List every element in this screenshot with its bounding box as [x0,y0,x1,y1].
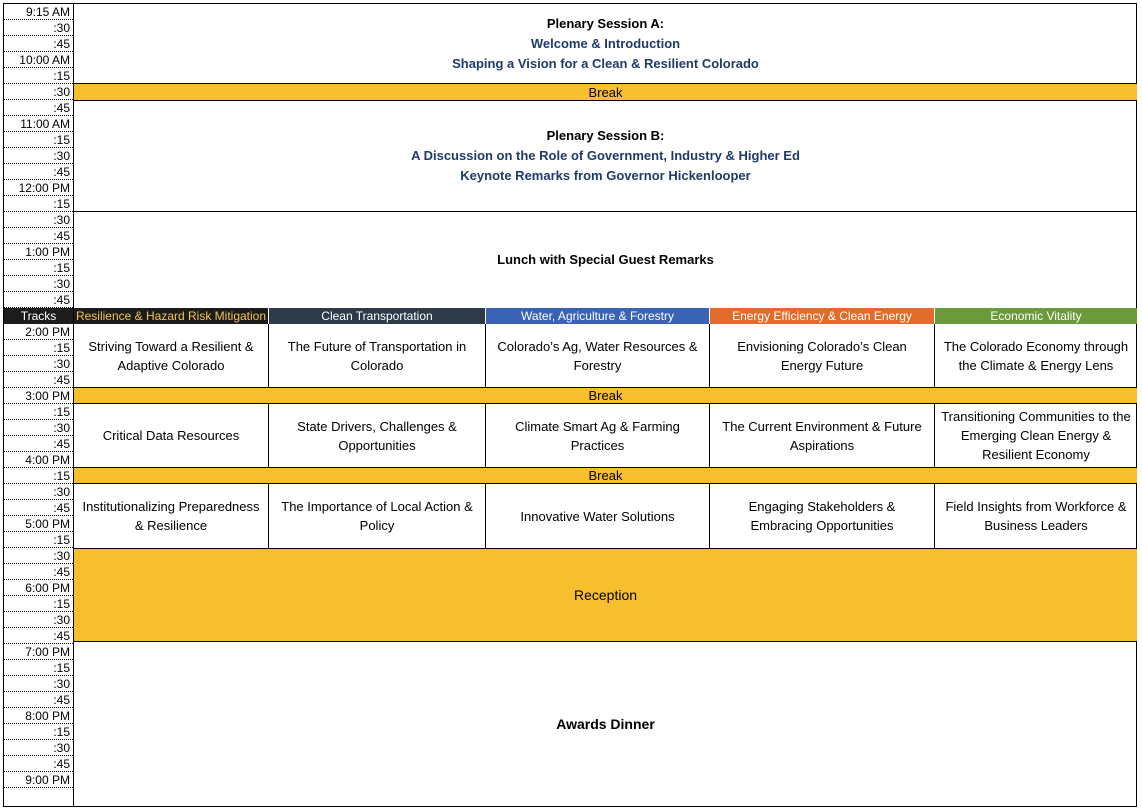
time-label: :30 [4,20,73,36]
time-label: :45 [4,164,73,180]
lunch-label: Lunch with Special Guest Remarks [497,252,714,267]
time-label: 9:00 PM [4,772,73,788]
session-1-economic[interactable]: The Colorado Economy through the Climate & Energy Lens [943,338,1129,373]
session-3-transportation[interactable]: The Importance of Local Action & Policy [269,484,486,548]
time-label: :15 [4,68,73,84]
time-label: :30 [4,84,73,100]
track-header-energy: Energy Efficiency & Clean Energy [710,308,935,324]
session-1-resilience[interactable]: Striving Toward a Resilient & Adaptive Colorado [74,324,269,387]
time-label: :15 [4,468,73,484]
break-bar-3 [74,468,1137,483]
time-label: :30 [4,740,73,756]
track-header-transportation: Clean Transportation [269,308,486,324]
time-label: 12:00 PM [4,180,73,196]
time-label: 2:00 PM [4,324,73,340]
session-1-energy[interactable]: Envisioning Colorado’s Clean Energy Future [710,324,935,387]
time-label: :30 [4,356,73,372]
time-label: :45 [4,228,73,244]
tracks-label: Tracks [4,308,73,324]
time-label: :30 [4,676,73,692]
reception-block[interactable] [74,549,1137,641]
break-label: Break [588,84,623,100]
time-label: :45 [4,372,73,388]
session-3-economic[interactable]: Field Insights from Workforce & Business Leaders [945,499,1127,533]
time-label: 7:00 PM [4,644,73,660]
plenary-b-title: Plenary Session B: [546,128,665,143]
track-header-economic: Economic Vitality [935,308,1137,324]
time-label: :45 [4,756,73,772]
time-label: 3:00 PM [4,388,73,404]
time-label: :15 [4,532,73,548]
reception-label: Reception [573,587,638,603]
time-label: :30 [4,212,73,228]
time-label: 11:00 AM [4,116,73,132]
time-label: :30 [4,484,73,500]
time-label: 6:00 PM [4,580,73,596]
time-label: :15 [4,724,73,740]
time-label: :15 [4,340,73,356]
track-header-water: Water, Agriculture & Forestry [486,308,710,324]
time-label: :45 [4,36,73,52]
time-label: 1:00 PM [4,244,73,260]
session-2-energy[interactable]: The Current Environment & Future Aspirations [710,404,935,467]
session-2-water[interactable]: Climate Smart Ag & Farming Practices [486,404,710,467]
agenda-grid [3,3,1137,807]
time-label: :30 [4,548,73,564]
time-label: :45 [4,564,73,580]
break-label: Break [588,468,623,483]
time-label: 4:00 PM [4,452,73,468]
time-label: :15 [4,196,73,212]
session-3-energy[interactable]: Engaging Stakeholders & Embracing Opportunities [710,484,935,548]
awards-dinner-block[interactable] [74,642,1137,806]
time-label: :45 [4,292,73,308]
session-1-water[interactable]: Colorado’s Ag, Water Resources & Forestry [486,324,710,387]
break-bar-1 [74,84,1137,100]
plenary-b-line2: Keynote Remarks from Governor Hickenlooper [460,168,751,183]
plenary-a-line2: Shaping a Vision for a Clean & Resilient Colorado [452,56,759,71]
lunch-block[interactable] [74,212,1137,308]
session-2-resilience[interactable]: Critical Data Resources [74,404,269,467]
session-2-transportation[interactable]: State Drivers, Challenges & Opportunities [269,404,486,467]
time-label: :15 [4,660,73,676]
time-label: :15 [4,132,73,148]
time-label: :30 [4,148,73,164]
session-3-resilience[interactable]: Institutionalizing Preparedness & Resilience [74,484,269,548]
time-label: :30 [4,276,73,292]
time-label: 9:15 AM [4,4,73,20]
plenary-a-line1: Welcome & Introduction [530,36,681,51]
session-2-economic[interactable]: Transitioning Communities to the Emerging Clean Energy & Resilient Economy [941,409,1131,462]
time-label: 8:00 PM [4,708,73,724]
awards-dinner-label: Awards Dinner [556,716,655,732]
time-label: :30 [4,420,73,436]
time-label: :30 [4,612,73,628]
break-bar-2 [74,388,1137,403]
break-label: Break [588,388,623,403]
time-label: 5:00 PM [4,516,73,532]
time-label: :15 [4,260,73,276]
session-3-water[interactable]: Innovative Water Solutions [486,484,710,548]
track-header-resilience: Resilience & Hazard Risk Mitigation [74,308,269,324]
session-1-transportation[interactable]: The Future of Transportation in Colorado [269,324,486,387]
time-label: :45 [4,692,73,708]
plenary-a-title: Plenary Session A: [546,16,665,31]
time-label: :45 [4,100,73,116]
plenary-session-a[interactable] [74,4,1137,84]
time-label: :45 [4,628,73,644]
time-label: :45 [4,436,73,452]
time-label: :15 [4,596,73,612]
time-label: 10:00 AM [4,52,73,68]
time-label: :45 [4,500,73,516]
plenary-b-line1: A Discussion on the Role of Government, Industry & Higher Ed [411,148,800,163]
plenary-session-b[interactable] [74,101,1137,211]
time-label: :15 [4,404,73,420]
